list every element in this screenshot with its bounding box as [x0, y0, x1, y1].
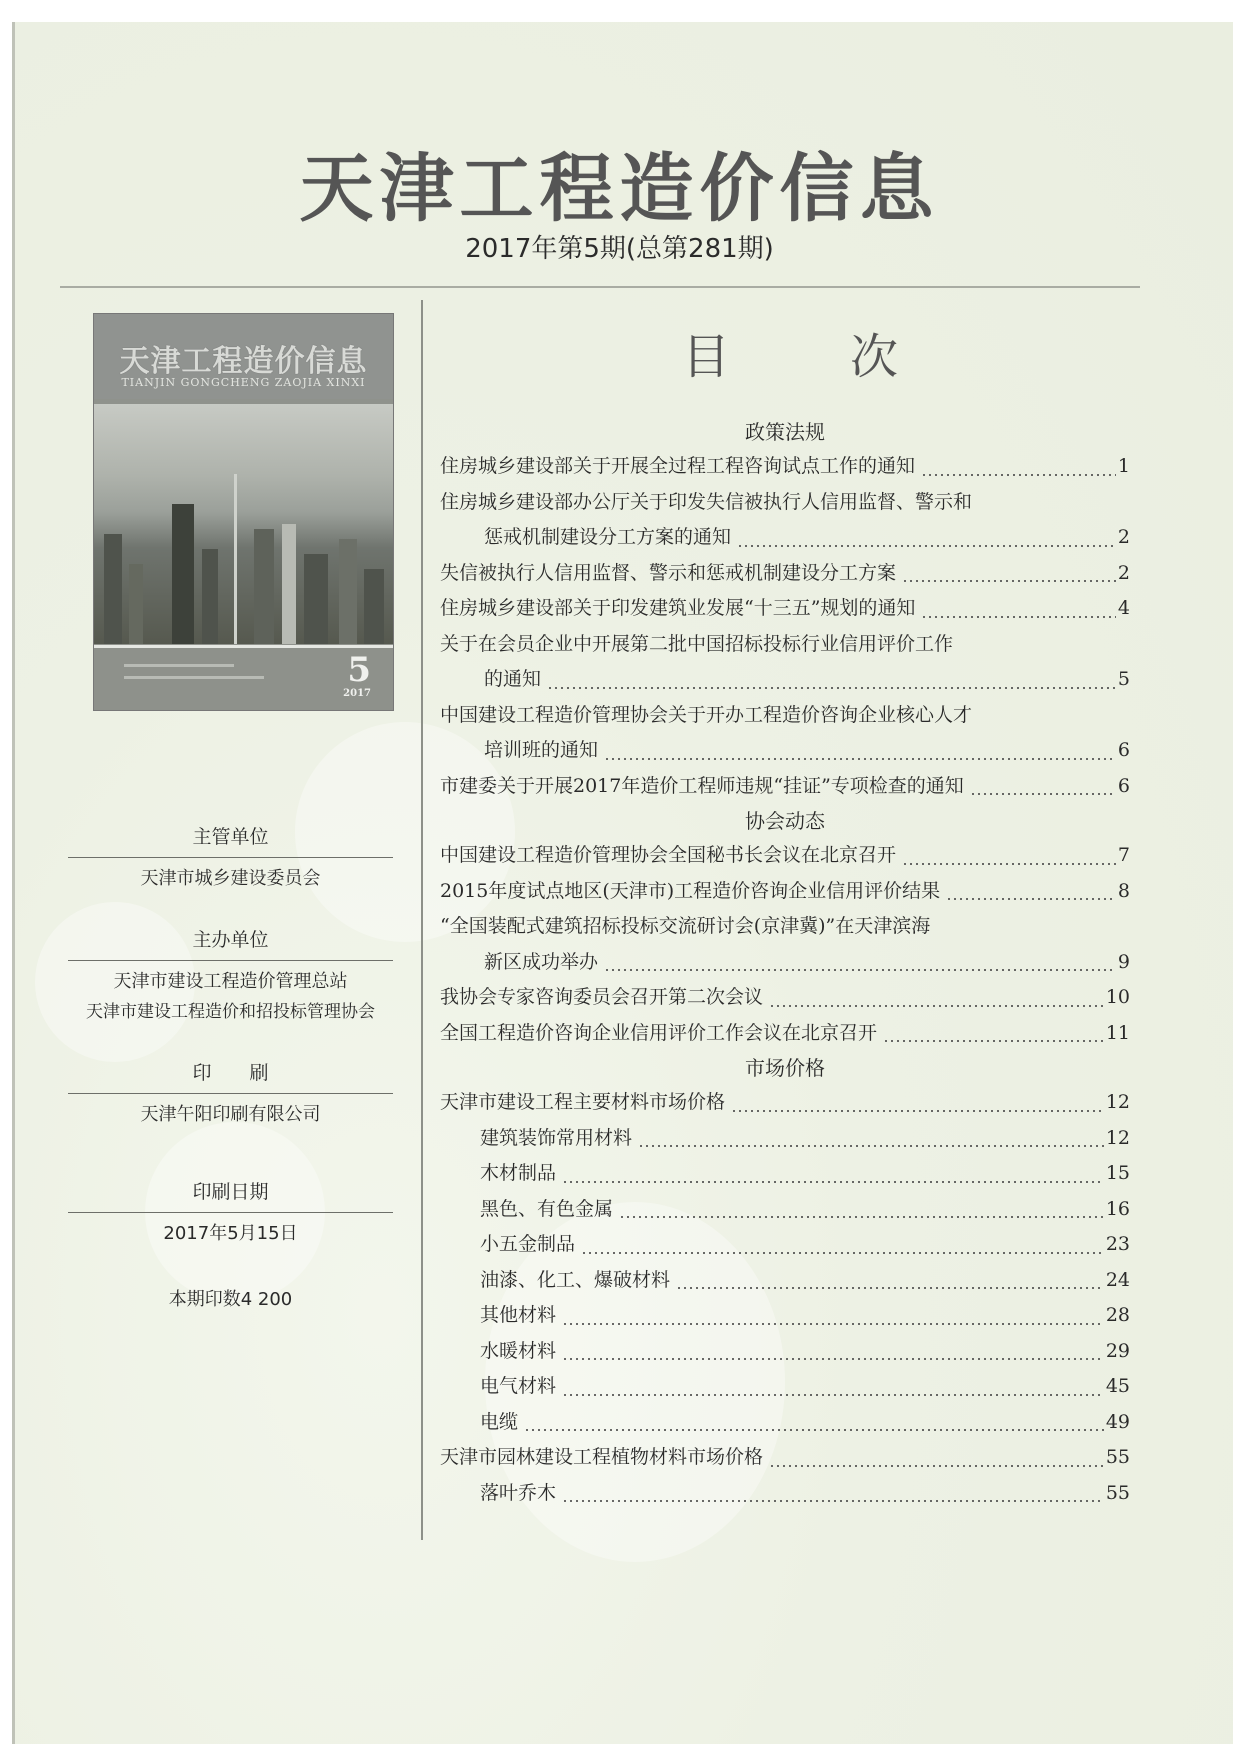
entry-title: 我协会专家咨询委员会召开第二次会议	[440, 986, 764, 1008]
building-shape	[254, 529, 274, 644]
page-number: 8	[1117, 879, 1130, 902]
sponsor-value: 天津市建设工程造价管理总站	[113, 971, 348, 992]
page-number: 12	[1105, 1126, 1130, 1149]
printer-block	[68, 1058, 393, 1130]
entry-title: 中国建设工程造价管理协会全国秘书长会议在北京召开	[440, 844, 897, 866]
page-number: 24	[1105, 1268, 1130, 1291]
toc-entry[interactable]	[440, 980, 1130, 1016]
entry-title: 天津市建设工程主要材料市场价格	[440, 1091, 726, 1113]
toc-subentry[interactable]	[440, 1476, 1130, 1512]
page-number: 11	[1105, 1021, 1130, 1044]
entry-title: 惩戒机制建设分工方案的通知	[484, 526, 732, 548]
page-number: 4	[1117, 597, 1130, 619]
toc-entry[interactable]	[440, 556, 1130, 592]
toc-subentry[interactable]	[440, 1334, 1130, 1370]
leader-dots	[769, 1005, 1104, 1007]
entry-title: 天津市园林建设工程植物材料市场价格	[440, 1446, 764, 1468]
printer-value: 天津午阳印刷有限公司	[140, 1104, 321, 1125]
leader-dots	[562, 1500, 1104, 1502]
toc-entry[interactable]	[440, 591, 1130, 627]
column-divider	[421, 300, 423, 1540]
section-title-association: 协会动态	[745, 809, 825, 833]
cover-pinyin: TIANJIN GONGCHENG ZAOJIA XINXI	[121, 376, 366, 389]
leader-dots	[604, 758, 1116, 760]
table-of-contents	[440, 415, 1130, 1511]
toc-subentry[interactable]	[440, 1263, 1130, 1299]
page-number: 7	[1117, 844, 1130, 866]
leader-dots	[638, 1145, 1104, 1147]
entry-title: 电气材料	[480, 1375, 557, 1397]
cover-footer	[94, 645, 393, 710]
entry-title: 失信被执行人信用监督、警示和惩戒机制建设分工方案	[440, 561, 897, 584]
magazine-title: 天津工程造价信息	[299, 146, 940, 232]
page-number: 15	[1105, 1162, 1130, 1184]
supervisor-value: 天津市城乡建设委员会	[140, 868, 321, 889]
toc-subentry[interactable]	[440, 1405, 1130, 1441]
toc-entry-line[interactable]: 中国建设工程造价管理协会关于开办工程造价咨询企业核心人才	[440, 703, 973, 726]
entry-title: 黑色、有色金属	[480, 1197, 614, 1220]
entry-title: 建筑装饰常用材料	[480, 1126, 633, 1149]
leader-dots	[970, 793, 1116, 795]
entry-title: 培训班的通知	[484, 739, 599, 761]
section-title-policy: 政策法规	[745, 420, 825, 444]
leader-dots	[562, 1358, 1104, 1360]
cover-publisher-line	[124, 664, 234, 667]
entry-title: 新区成功举办	[484, 950, 599, 973]
leader-dots	[604, 969, 1116, 971]
supervisor-block	[68, 822, 393, 894]
leader-dots	[524, 1429, 1104, 1431]
toc-entry[interactable]	[440, 945, 1130, 981]
page-number: 49	[1105, 1410, 1130, 1433]
toc-heading: 目次	[681, 329, 1018, 385]
toc-subentry[interactable]	[440, 1121, 1130, 1157]
cover-masthead	[94, 314, 393, 399]
building-shape	[202, 549, 218, 644]
page-number: 2	[1117, 526, 1130, 548]
toc-entry[interactable]	[440, 662, 1130, 698]
toc-subentry[interactable]	[440, 1192, 1130, 1228]
leader-dots	[946, 898, 1116, 900]
toc-entry[interactable]	[440, 733, 1130, 769]
leader-dots	[547, 687, 1116, 689]
page-number: 1	[1117, 455, 1130, 477]
building-shape	[104, 534, 122, 644]
building-shape	[234, 474, 237, 644]
print-run-block	[68, 1285, 393, 1315]
toc-entry[interactable]	[440, 1085, 1130, 1121]
leader-dots	[737, 545, 1116, 547]
toc-entry-line[interactable]: 关于在会员企业中开展第二批中国招标投标行业信用评价工作	[440, 632, 954, 655]
print-date-value: 2017年5月15日	[163, 1223, 298, 1244]
entry-title: 落叶乔木	[480, 1481, 557, 1504]
page-number: 23	[1105, 1233, 1130, 1255]
sponsor-label: 主办单位	[192, 929, 269, 951]
leader-dots	[902, 863, 1116, 865]
entry-title: 电缆	[480, 1410, 519, 1433]
entry-title: 住房城乡建设部关于开展全过程工程咨询试点工作的通知	[440, 455, 916, 477]
page-number: 29	[1105, 1339, 1130, 1362]
supervisor-label: 主管单位	[192, 826, 269, 848]
entry-title: 油漆、化工、爆破材料	[480, 1268, 671, 1291]
leader-dots	[619, 1216, 1104, 1218]
page-number: 10	[1105, 986, 1130, 1008]
toc-entry[interactable]	[440, 520, 1130, 556]
toc-entry-line[interactable]: “全国装配式建筑招标投标交流研讨会(京津冀)”在天津滨海	[440, 915, 931, 937]
building-shape	[304, 554, 328, 644]
toc-entry[interactable]	[440, 838, 1130, 874]
building-shape	[282, 524, 296, 644]
leader-dots	[731, 1110, 1104, 1112]
cover-year: 2017	[343, 688, 371, 699]
entry-title: 其他材料	[480, 1304, 557, 1326]
print-run-value: 本期印数4 200	[168, 1289, 293, 1310]
cover-title: 天津工程造价信息	[119, 344, 368, 379]
toc-entry[interactable]	[440, 449, 1130, 485]
entry-title: 市建委关于开展2017年造价工程师违规“挂证”专项检查的通知	[440, 774, 964, 797]
page-number: 6	[1117, 739, 1130, 761]
toc-entry[interactable]	[440, 874, 1130, 910]
header-divider	[60, 286, 1140, 288]
leader-dots	[581, 1252, 1104, 1254]
cover-issue-number: 5	[347, 650, 371, 690]
leader-dots	[562, 1323, 1104, 1325]
page-number: 55	[1105, 1481, 1130, 1504]
toc-entry[interactable]	[440, 1440, 1130, 1476]
info-divider	[68, 1093, 393, 1094]
leader-dots	[883, 1040, 1104, 1042]
entry-title: 全国工程造价咨询企业信用评价工作会议在北京召开	[440, 1021, 878, 1044]
building-shape	[339, 539, 357, 644]
page-number: 5	[1117, 668, 1130, 690]
entry-title: 小五金制品	[480, 1233, 576, 1255]
toc-entry-line[interactable]: 住房城乡建设部办公厅关于印发失信被执行人信用监督、警示和	[440, 490, 973, 513]
entry-title: 2015年度试点地区(天津市)工程造价咨询企业信用评价结果	[440, 879, 941, 902]
cover-image	[93, 313, 394, 711]
toc-subentry[interactable]	[440, 1227, 1130, 1263]
page-number: 45	[1105, 1375, 1130, 1397]
sponsor-value: 天津市建设工程造价和招投标管理协会	[86, 1002, 375, 1022]
building-shape	[172, 504, 194, 644]
toc-entry[interactable]	[440, 769, 1130, 805]
leader-dots	[676, 1287, 1104, 1289]
leader-dots	[562, 1394, 1104, 1396]
toc-subentry[interactable]	[440, 1156, 1130, 1192]
leader-dots	[769, 1465, 1104, 1467]
issue-line: 2017年第5期(总第281期)	[465, 234, 774, 264]
building-shape	[129, 564, 143, 644]
toc-subentry[interactable]	[440, 1298, 1130, 1334]
toc-subentry[interactable]	[440, 1369, 1130, 1405]
cover-publisher-line	[124, 676, 264, 679]
page-number: 2	[1117, 561, 1130, 584]
page-number: 16	[1105, 1197, 1130, 1220]
leader-dots	[902, 580, 1116, 582]
building-shape	[364, 569, 384, 644]
info-divider	[68, 960, 393, 961]
page-number: 12	[1105, 1091, 1130, 1113]
entry-title: 木材制品	[480, 1162, 557, 1184]
print-date-block	[68, 1177, 393, 1249]
leader-dots	[921, 616, 1115, 618]
print-date-label: 印刷日期	[192, 1181, 269, 1203]
toc-entry[interactable]	[440, 1016, 1130, 1052]
entry-title: 住房城乡建设部关于印发建筑业发展“十三五”规划的通知	[440, 597, 916, 619]
page-number: 9	[1117, 950, 1130, 973]
page-number: 6	[1117, 774, 1130, 797]
entry-title: 水暖材料	[480, 1339, 557, 1362]
entry-title: 的通知	[484, 668, 542, 690]
info-divider	[68, 1212, 393, 1213]
leader-dots	[562, 1181, 1104, 1183]
section-title-market-prices: 市场价格	[745, 1056, 825, 1080]
leader-dots	[921, 474, 1116, 476]
page-number: 55	[1105, 1446, 1130, 1468]
sponsor-block	[68, 925, 393, 1027]
cover-city-photo	[94, 404, 393, 644]
info-divider	[68, 857, 393, 858]
printer-label: 印 刷	[192, 1062, 269, 1084]
page-number: 28	[1105, 1304, 1130, 1326]
